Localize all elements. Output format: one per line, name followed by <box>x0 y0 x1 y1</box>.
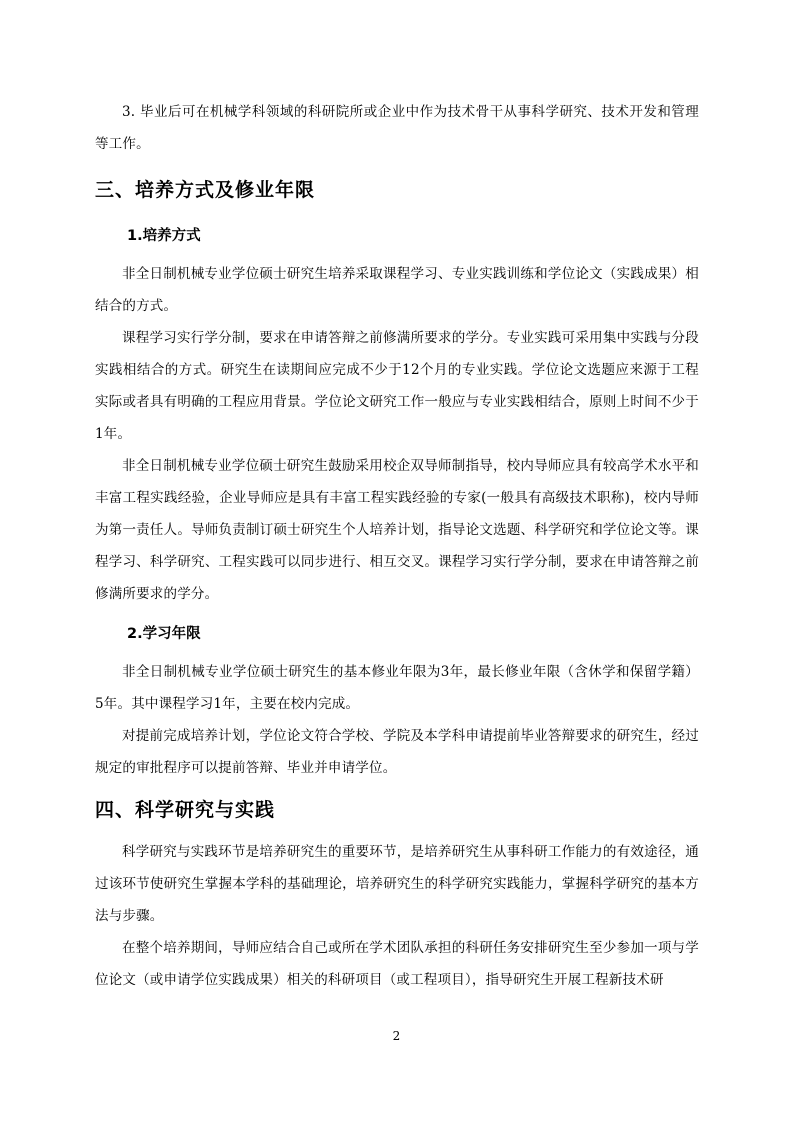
subsection-1-paragraph-2: 课程学习实行学分制，要求在申请答辩之前修满所要求的学分。专业实践可采用集中实践与分段实践相结合的方式。研究生在读期间应完成不少于12个月的专业实践。学位论文选题应来源于工程实际或者具有明确的工程应用背景。学位论文研究工作一般应与专业实践相结合，原则上时间不少于1年。 <box>95 330 699 442</box>
subsection-2-paragraph-1: 非全日制机械专业学位硕士研究生的基本修业年限为3年，最长修业年限（含休学和保留学籍）5年。其中课程学习1年，主要在校内完成。 <box>95 664 699 712</box>
section-3-heading: 三、培养方式及修业年限 <box>95 179 316 201</box>
subsection-1-heading: 1.培养方式 <box>127 228 201 244</box>
section-4-paragraph-1: 科学研究与实践环节是培养研究生的重要环节，是培养研究生从事科研工作能力的有效途径，通过该环节使研究生掌握本学科的基础理论，培养研究生的科学研究实践能力，掌握科学研究的基本方法与步骤。 <box>95 844 699 924</box>
subsection-2-heading: 2.学习年限 <box>127 626 201 642</box>
section-4-paragraph-2: 在整个培养期间，导师应结合自己或所在学术团队承担的科研任务安排研究生至少参加一项与学位论文（或申请学位实践成果）相关的科研项目（或工程项目），指导研究生开展工程新技术研 <box>95 940 699 988</box>
page-content <box>95 96 699 996</box>
subsection-1-paragraph-3: 非全日制机械专业学位硕士研究生鼓励采用校企双导师制指导，校内导师应具有较高学术水平和丰富工程实践经验，企业导师应是具有丰富工程实践经验的专家(一般具有高级技术职称)，校内导师为第一责任人。导师负责制订硕士研究生个人培养计划，指导论文选题、科学研究和学位论文等。课程学习、科学研究、工程实践可以同步进行、相互交叉。课程学习实行学分制，要求在申请答辩之前修满所要求的学分。 <box>95 458 699 602</box>
paragraph-item-3: 3. 毕业后可在机械学科领域的科研院所或企业中作为技术骨干从事科学研究、技术开发和管理等工作。 <box>95 104 699 152</box>
page-number: 2 <box>392 1029 401 1043</box>
subsection-2-paragraph-2: 对提前完成培养计划，学位论文符合学校、学院及本学科申请提前毕业答辩要求的研究生，经过规定的审批程序可以提前答辩、毕业并申请学位。 <box>95 728 699 776</box>
subsection-1-paragraph-1: 非全日制机械专业学位硕士研究生培养采取课程学习、专业实践训练和学位论文（实践成果）相结合的方式。 <box>95 266 699 314</box>
section-4-heading: 四、科学研究与实践 <box>95 799 276 821</box>
